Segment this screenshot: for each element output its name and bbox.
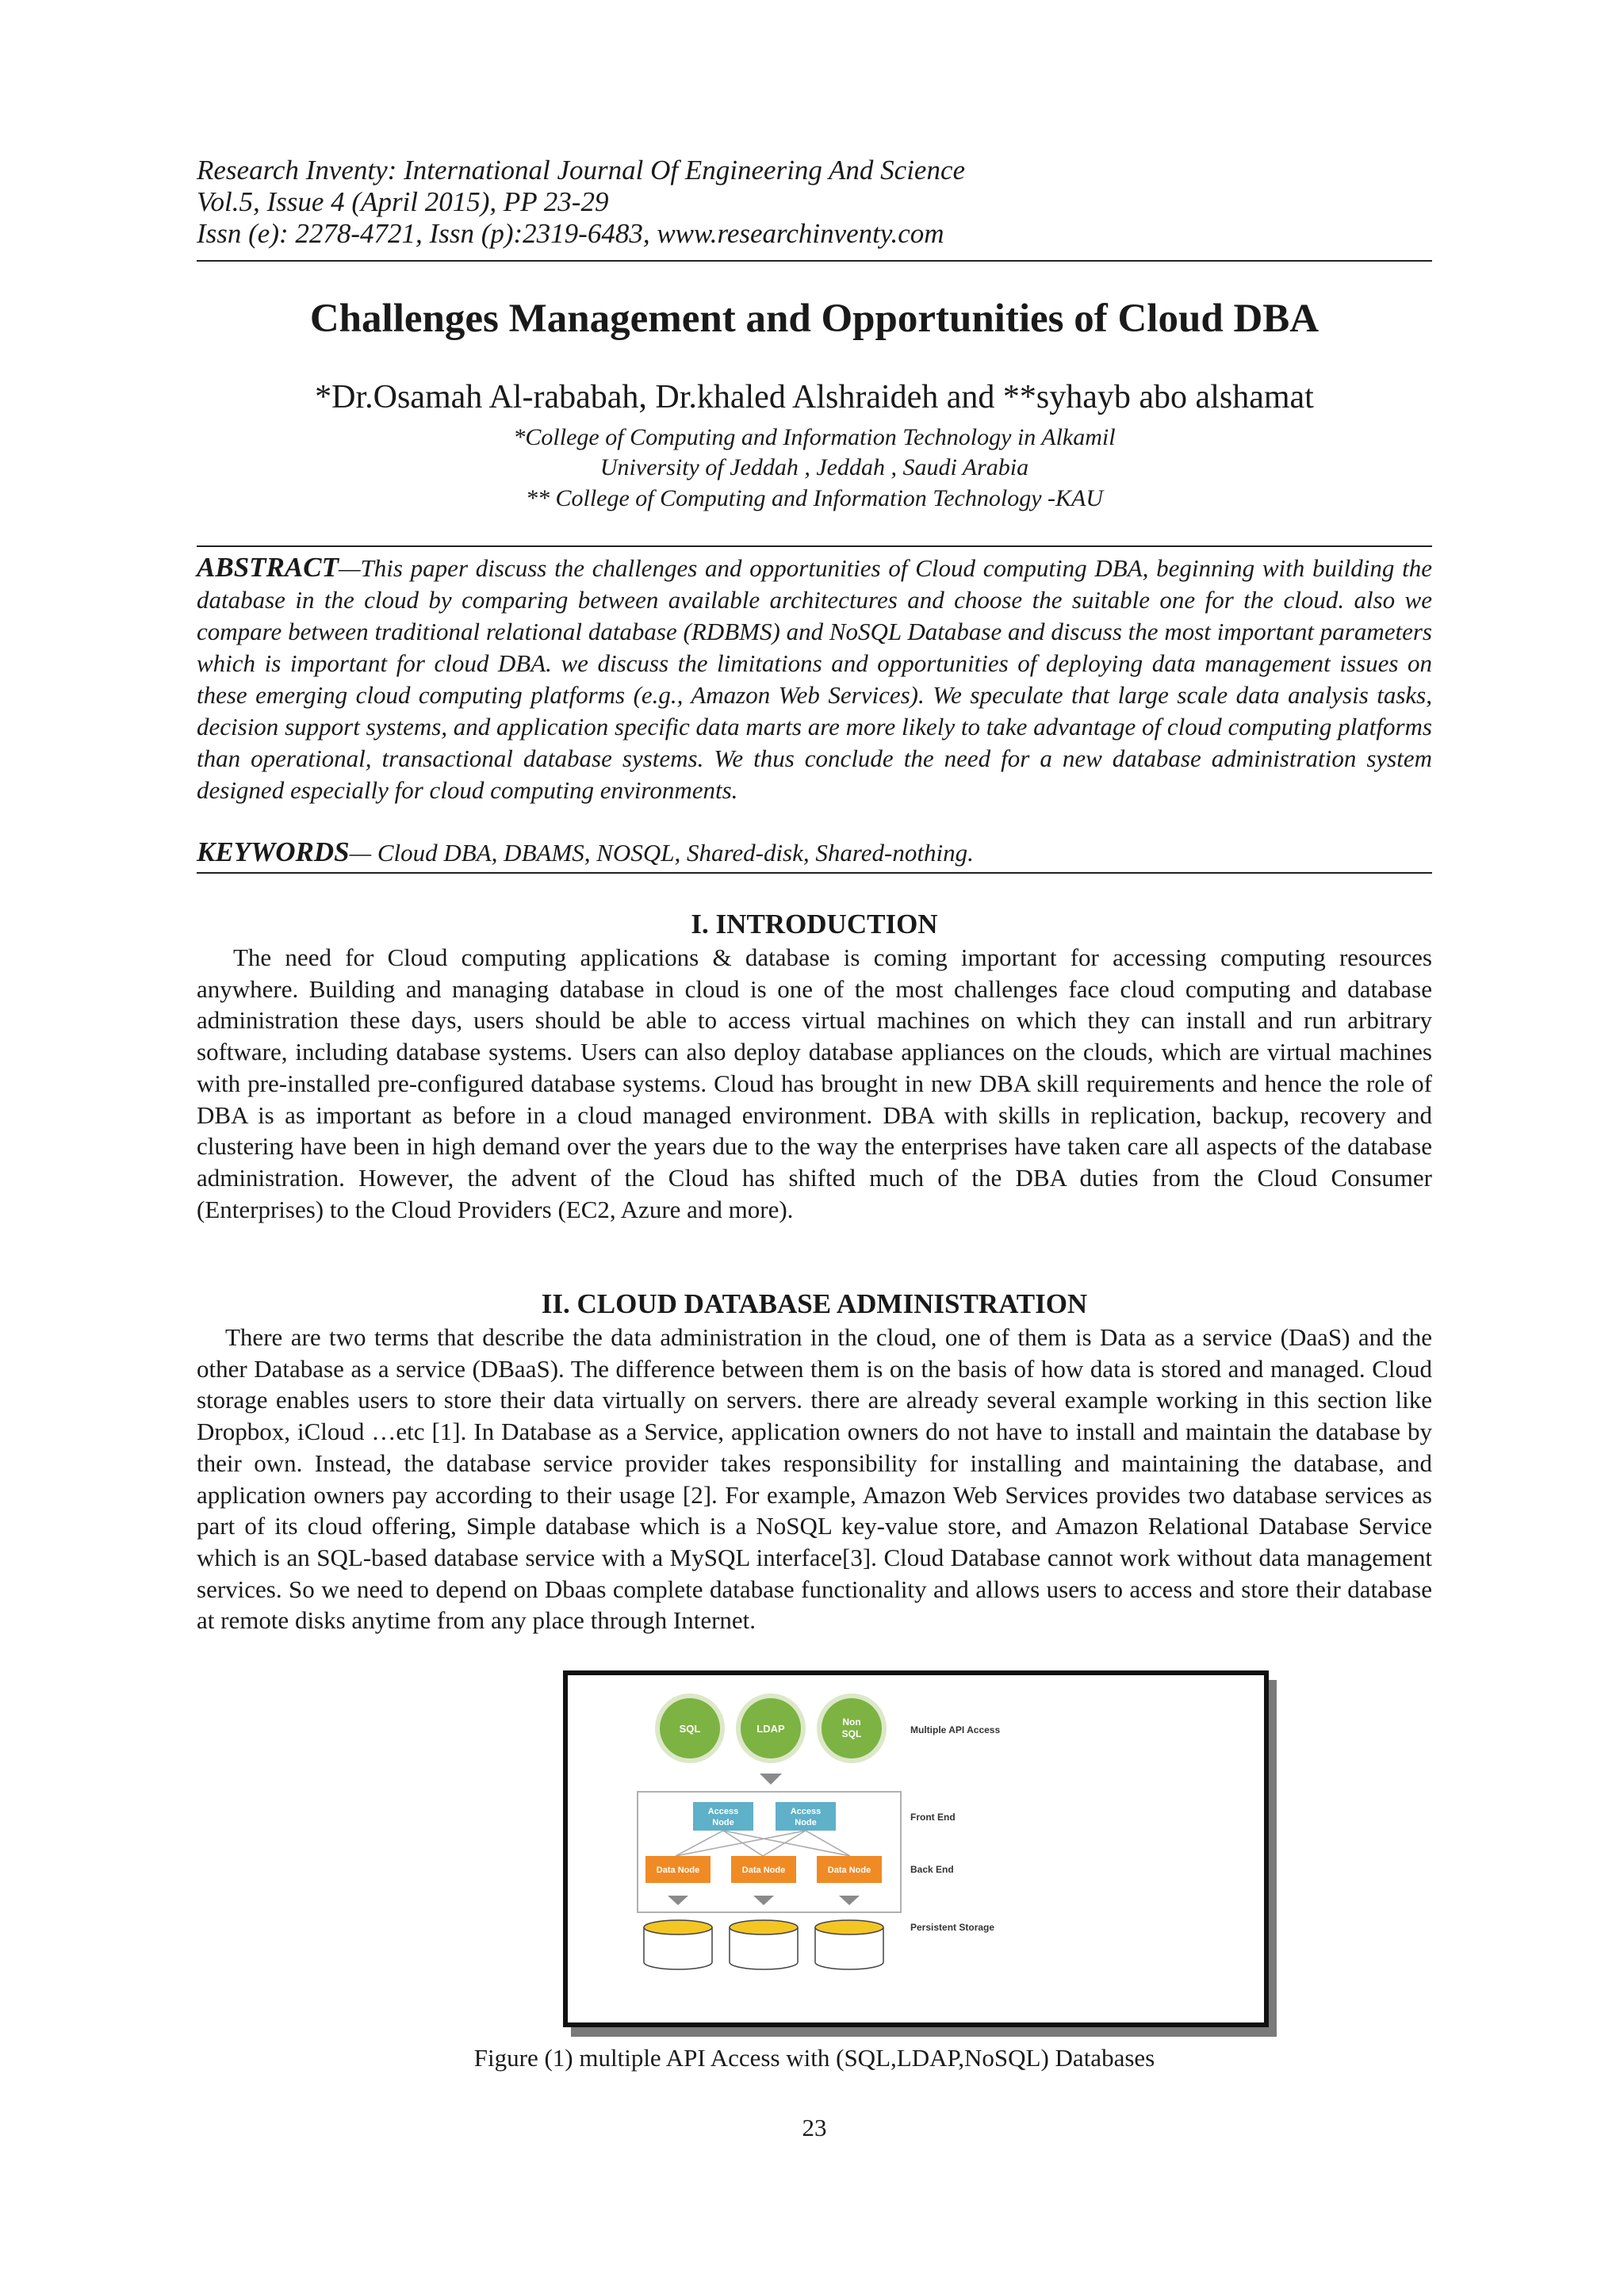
node-connections [676,1831,850,1856]
abstract-label: ABSTRACT [197,552,339,583]
layer-label-back: Back End [910,1864,954,1875]
affiliation-line-1: *College of Computing and Information Technology in Alkamil [513,424,1116,450]
arrow-down-icon [839,1896,860,1905]
svg-text:Access: Access [707,1807,739,1816]
data-node-1 [645,1856,710,1883]
layer-label-storage: Persistent Storage [910,1922,995,1933]
storage-cylinder-2 [730,1920,798,1969]
api-node-nonsql [817,1693,887,1763]
svg-text:Node: Node [795,1818,817,1827]
svg-text:Access: Access [790,1807,822,1816]
api-node-ldap-label: LDAP [756,1723,785,1735]
header-rule [197,260,1432,262]
arrow-down-icon [753,1896,774,1905]
svg-text:Data Node: Data Node [656,1866,700,1875]
api-node-sql-label: SQL [679,1723,701,1735]
introduction-paragraph: The need for Cloud computing applications & database is coming important for accessing computing resources anywhere. Building and managing database in cloud is one of the most challenges face cloud computing and database administration these days, users should be able to access virtual machines on which they can install and run arbitrary software, including database systems. Users can also deploy database appliances on the clouds, which are virtual machines with pre-installed pre-configured database systems. Cloud has brought in new DBA skill requirements and hence the role of DBA is as important as before in a cloud managed environment. DBA with skills in replication, backup, recovery and clustering have been in high demand over the years due to the way the enterprises have taken care all aspects of the database administration. However, the advent of the Cloud has shifted much of the DBA duties from the Cloud Consumer (Enterprises) to the Cloud Providers (EC2, Azure and more). [197,943,1432,1223]
storage-cylinder-1 [644,1920,712,1969]
svg-text:Data Node: Data Node [741,1866,786,1875]
section-heading-introduction: I. INTRODUCTION [691,909,938,939]
keywords-text: — Cloud DBA, DBAMS, NOSQL, Shared-disk, Shared-nothing. [349,839,974,867]
paper-title: Challenges Management and Opportunities of Cloud DBA [309,297,1320,341]
api-node-ldap [736,1693,806,1763]
cloud-dba-paragraph: There are two terms that describe the data administration in the cloud, one of them is Data as a service (DaaS) and the other Database as a service (DBaaS). The difference between them is on the basis of how data is stored and managed. Cloud storage enables users to store their data virtually on servers. there are already several example working in this section like Dropbox, iCloud …etc [1]. In Database as a Service, application owners do not have to install and maintain the database by their own. Instead, the database service provider takes responsibility for installing and maintaining the database, and application owners pay according to their usage [2]. For example, Amazon Web Services provides two database services as part of its cloud offering, Simple database which is a NoSQL key-value store, and Amazon Relational Database Service which is an SQL-based database service with a MySQL interface[3]. Cloud Database cannot work without data management services. So we need to depend on Dbaas complete database functionality and allows users to access and store their database at remote disks anytime from any place through Internet. [197,1323,1432,1635]
access-node-1 [693,1802,753,1831]
architecture-diagram [568,1675,1264,2022]
access-node-2 [776,1802,836,1831]
svg-text:Node: Node [712,1818,734,1827]
svg-text:Non: Non [842,1716,861,1728]
page-number: 23 [802,2114,827,2141]
arrow-down-icon [760,1774,782,1785]
arrow-down-icon [668,1896,688,1905]
svg-text:SQL: SQL [841,1728,862,1739]
figure-caption: Figure (1) multiple API Access with (SQL,LDAP,NoSQL) Databases [473,2044,1155,2072]
section-heading-cloud-dba: II. CLOUD DATABASE ADMINISTRATION [541,1288,1088,1319]
keywords-block [197,836,1432,869]
abstract-top-rule [197,545,1432,547]
journal-issn: Issn (e): 2278-4721, Issn (p):2319-6483, www.researchinventy.com [197,218,944,249]
api-node-sql [655,1693,725,1763]
layer-label-api: Multiple API Access [910,1724,1001,1735]
data-node-3 [817,1856,882,1883]
abstract-bottom-rule [197,872,1432,874]
data-node-2 [731,1856,796,1883]
affiliation-line-2: University of Jeddah , Jeddah , Saudi Arabia [599,454,1029,480]
affiliation-line-3: ** College of Computing and Information Technology -KAU [525,485,1104,511]
paper-authors: *Dr.Osamah Al-rababah, Dr.khaled Alshraideh and **syhayb abo alshamat [315,379,1314,415]
abstract-block [197,552,1432,806]
svg-text:Data Node: Data Node [827,1866,871,1875]
journal-header [197,155,1432,250]
abstract-text: —This paper discuss the challenges and opportunities of Cloud computing DBA, beginning with building the database in the cloud by comparing between available architectures and choose the suitable one for the cloud. also we compare between traditional relational database (RDBMS) and NoSQL Database and discuss the most important parameters which is important for cloud DBA. we discuss the limitations and opportunities of deploying data management issues on these emerging cloud computing platforms (e.g., Amazon Web Services). We speculate that large scale data analysis tasks, decision support systems, and application specific data marts are more likely to take advantage of cloud computing platforms than operational, transactional database systems. We thus conclude the need for a new database administration system designed especially for cloud computing environments. [197,554,1432,804]
storage-cylinder-3 [815,1920,883,1969]
layer-label-front: Front End [910,1812,956,1823]
journal-volume: Vol.5, Issue 4 (April 2015), PP 23-29 [197,186,609,217]
journal-name: Research Inventy: International Journal Of Engineering And Science [197,155,966,186]
keywords-label: KEYWORDS [197,836,350,867]
figure-1 [563,1670,1269,2027]
